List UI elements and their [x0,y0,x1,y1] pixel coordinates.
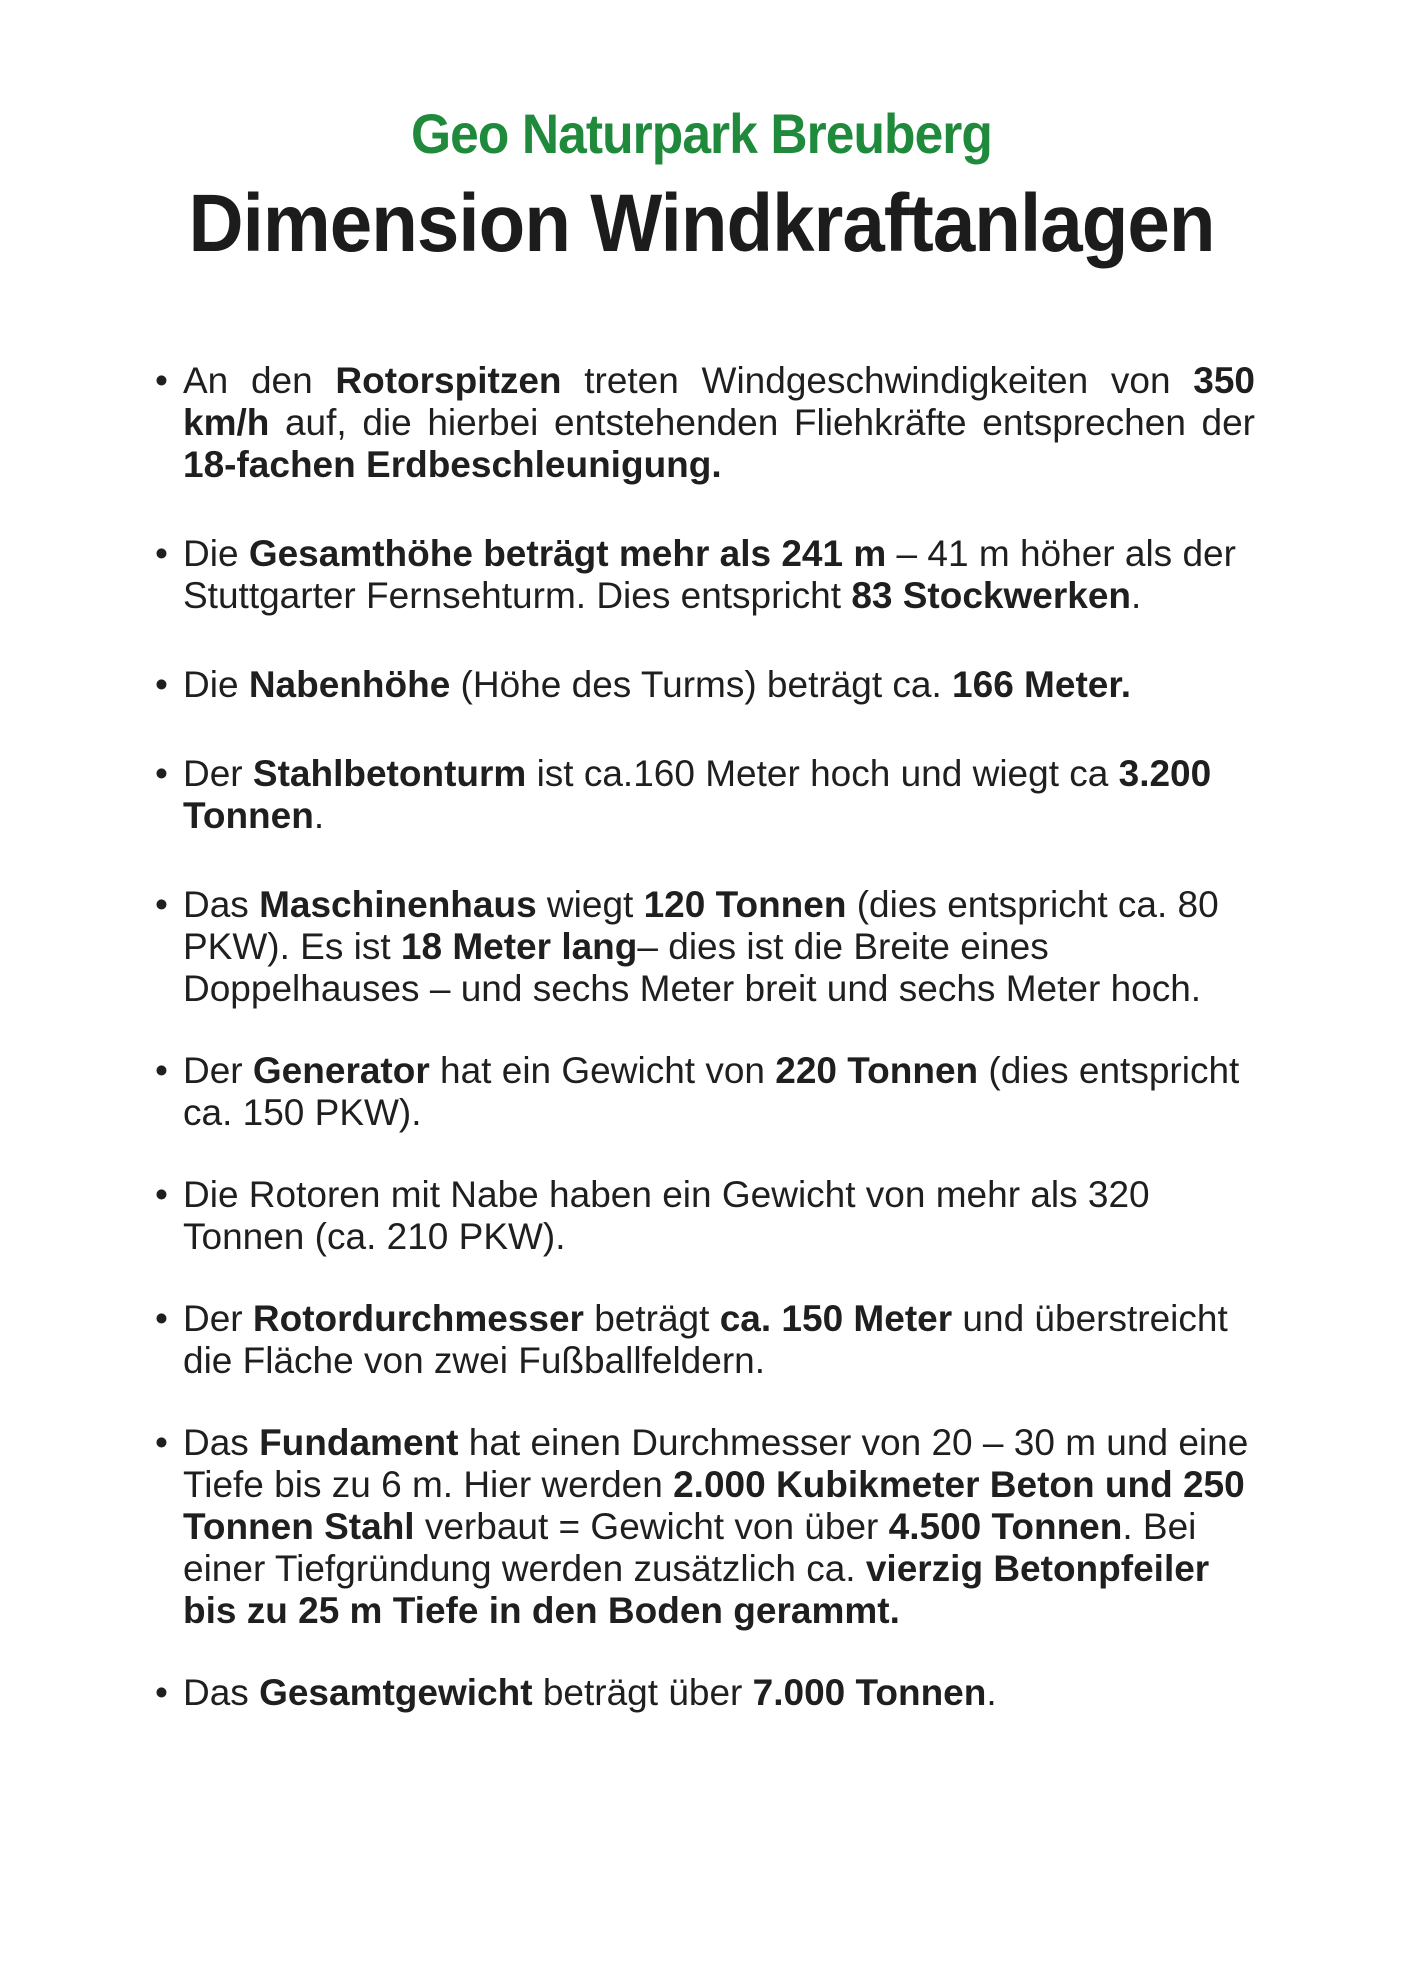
header [0,98,1403,274]
text-segment: . [1131,575,1142,616]
bold-text: vierzig Betonpfeiler bis zu 25 m Tiefe in den Boden gerammt. [183,1548,1210,1631]
text-segment: (Höhe des Turms) beträgt ca. [450,664,953,705]
text-segment: Das [183,884,260,925]
text-segment: auf, die hierbei entstehenden Fliehkräfte entsprechen der [269,402,1255,443]
fact-hub-height [155,664,1255,706]
bold-text: Generator [252,1050,430,1091]
text-segment: Der [183,1298,253,1339]
bold-text: 3.200 Tonnen [183,753,1212,836]
bold-text: Maschinenhaus [259,884,537,925]
bold-text: 83 Stockwerken [851,575,1132,616]
bold-text: Stahlbetonturm [252,753,527,794]
fact-rotor-diameter [155,1298,1255,1382]
text-segment: – 41 m höher als der Stuttgarter Fernsehturm. Dies entspricht [183,533,1236,616]
fact-rotors [155,1174,1255,1258]
fact-generator [155,1050,1255,1134]
bold-text: 166 Meter. [952,664,1131,705]
text-segment: (dies entspricht ca. 80 PKW). Es ist [183,884,1219,967]
text-segment: Das [183,1422,260,1463]
bold-text: 18-fachen Erdbeschleunigung. [183,444,722,485]
text-segment: Die [183,664,249,705]
fact-list [155,360,1255,1714]
text-segment: beträgt [583,1298,720,1339]
bold-text: Rotordurchmesser [252,1298,584,1339]
bold-text: Gesamthöhe beträgt mehr als 241 m [248,533,887,574]
fact-nacelle [155,884,1255,1010]
text-segment: wiegt [536,884,644,925]
text-segment: und überstreicht die Fläche von zwei Fußballfeldern. [183,1298,1228,1381]
bold-text: 120 Tonnen [643,884,847,925]
bold-text: 350 km/h [183,360,1255,443]
subtitle: Geo Naturpark Breuberg [411,102,992,165]
text-segment: . Bei einer Tiefgründung werden zusätzlich ca. [183,1506,1197,1589]
bold-text: 220 Tonnen [775,1050,979,1091]
text-segment: treten Windgeschwindigkeiten von [561,360,1194,401]
text-segment: beträgt über [532,1672,753,1713]
bold-text: Gesamtgewicht [259,1672,533,1713]
text-segment: Die Rotoren mit Nabe haben ein Gewicht von mehr als 320 Tonnen (ca. 210 PKW). [183,1174,1150,1257]
text-segment: Die [183,533,249,574]
text-segment: ist ca.160 Meter hoch und wiegt ca [526,753,1119,794]
fact-total-height [155,533,1255,617]
text-segment: Der [183,753,253,794]
text-segment: . [986,1672,997,1713]
text-segment: – dies ist die Breite eines Doppelhauses – und sechs Meter breit und sechs Meter hoch. [183,926,1202,1009]
fact-foundation [155,1422,1255,1632]
fact-rotor-tips [155,360,1255,486]
fact-total-weight [155,1672,1255,1714]
text-segment: . [313,795,325,836]
bold-text: ca. 150 Meter [719,1298,953,1339]
text-segment: hat einen Durchmesser von 20 – 30 m und eine Tiefe bis zu 6 m. Hier werden [183,1422,1249,1505]
text-segment: Das [183,1672,260,1713]
fact-concrete-tower [155,753,1255,837]
page-title: Dimension Windkraftanlagen [188,178,1215,269]
bold-text: 7.000 Tonnen [752,1672,987,1713]
bold-text: 2.000 Kubikmeter Beton und 250 Tonnen Stahl [183,1464,1245,1547]
text-segment: Der [183,1050,253,1091]
text-segment: hat ein Gewicht von [429,1050,776,1091]
text-segment: An den [183,360,336,401]
text-segment: verbaut = Gewicht von über [414,1506,889,1547]
bold-text: 18 Meter lang [400,926,638,967]
bold-text: Fundament [259,1422,459,1463]
bold-text: Nabenhöhe [248,664,451,705]
text-segment: (dies entspricht ca. 150 PKW). [183,1050,1240,1133]
bold-text: Rotorspitzen [335,360,562,401]
bold-text: 4.500 Tonnen [888,1506,1123,1547]
